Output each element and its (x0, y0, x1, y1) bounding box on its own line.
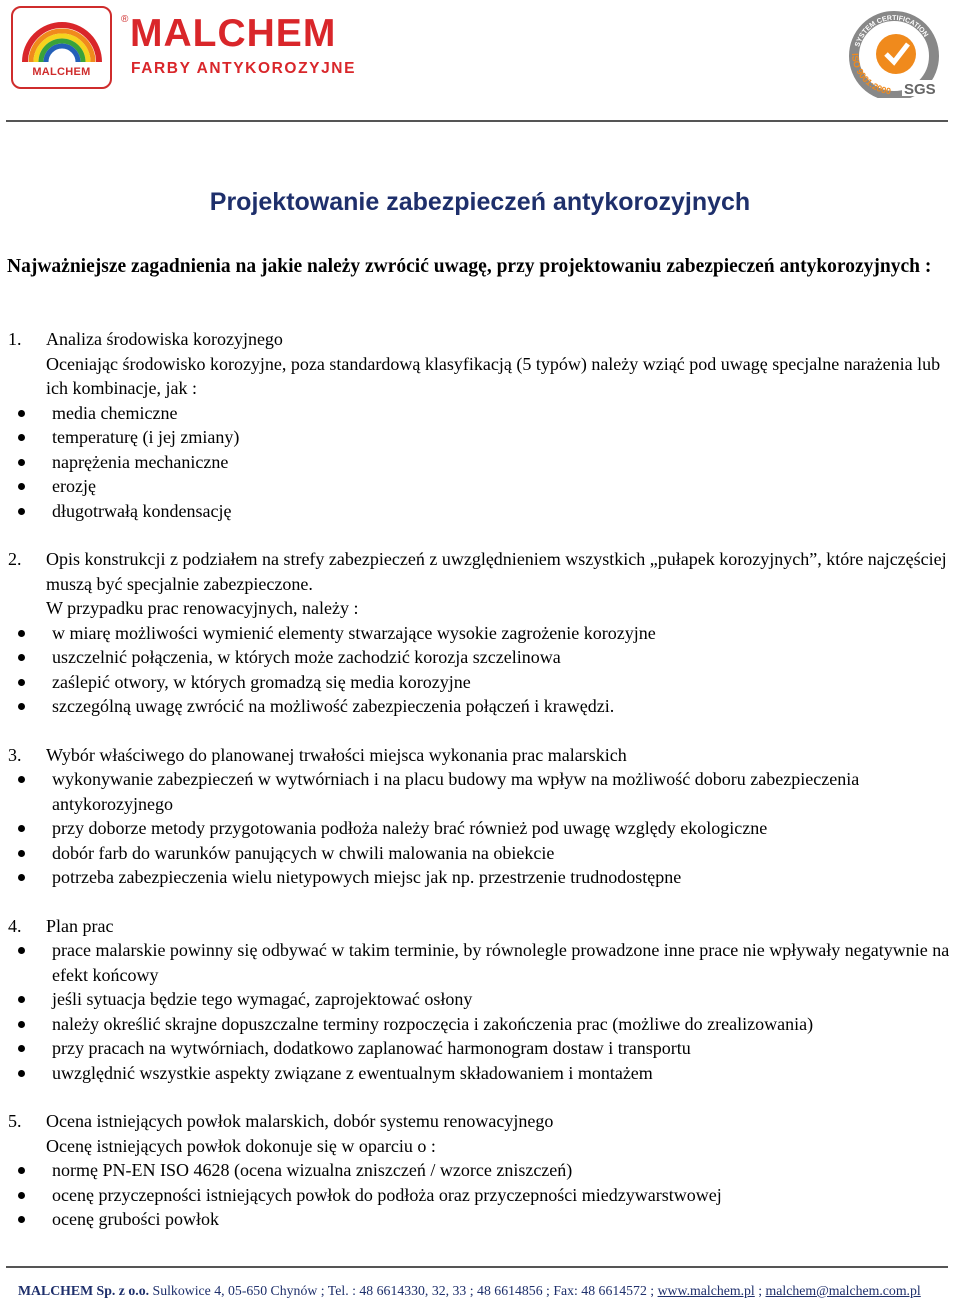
section-heading: Wybór właściwego do planowanej trwałości miejsca wykonania prac malarskich (46, 744, 627, 765)
bullet-icon (18, 776, 25, 783)
header-divider (6, 120, 948, 122)
list-item: ocenę przyczepności istniejących powłok do podłoża oraz przyczepności miedzywarstwowej (52, 1183, 960, 1208)
bullet-icon (18, 1070, 25, 1077)
bullet-icon (18, 654, 25, 661)
section-number: 2. (8, 549, 22, 569)
section-5 (0, 1109, 960, 1158)
list-item: normę PN-EN ISO 4628 (ocena wizualna zniszczeń / wzorce zniszczeń) (52, 1158, 960, 1183)
bullet-icon (18, 434, 25, 441)
brand-name: MALCHEM (130, 12, 337, 55)
list-item: erozję (52, 474, 960, 499)
footer (18, 1283, 921, 1299)
section-number: 5. (8, 1111, 22, 1131)
list-item: dobór farb do warunków panujących w chwili malowania na obiekcie (52, 841, 960, 866)
list-item: jeśli sytuacja będzie tego wymagać, zaprojektować osłony (52, 987, 960, 1012)
footer-separator: ; (754, 1283, 766, 1298)
section-1 (0, 327, 960, 401)
bullet-icon (18, 996, 25, 1003)
iso-certification-logo (844, 8, 944, 98)
rainbow-icon (21, 14, 103, 64)
page-title: Projektowanie zabezpieczeń antykorozyjnych (209, 188, 751, 216)
section-4 (0, 914, 960, 939)
list-item: ocenę grubości powłok (52, 1207, 960, 1232)
list-item: media chemiczne (52, 401, 960, 426)
section-number: 3. (8, 744, 22, 765)
list-item: należy określić skrajne dopuszczalne terminy rozpoczęcia i zakończenia prac (możliwe do zrealizowania) (52, 1012, 960, 1037)
cert-iso-text: ISO 9001:2000 (849, 52, 892, 97)
list-item: przy doborze metody przygotowania podłoża należy brać również pod uwagę względy ekologiczne (52, 816, 960, 841)
list-item: długotrwałą kondensację (52, 499, 960, 524)
section-number: 4. (8, 915, 22, 936)
bullet-icon (18, 410, 25, 417)
website-link[interactable]: www.malchem.pl (657, 1283, 755, 1298)
section-heading: Opis konstrukcji z podziałem na strefy zabezpieczeń z uwzględnieniem wszystkich „pułapek korozyjnych”, które najczęściej muszą być specjalnie zabezpieczone. (46, 549, 947, 594)
bullet-icon (18, 679, 25, 686)
email-link[interactable]: malchem@malchem.com.pl (765, 1283, 921, 1298)
bullet-list (0, 938, 960, 1085)
bullet-icon (18, 850, 25, 857)
section-heading: Plan prac (46, 915, 114, 936)
section-text: W przypadku prac renowacyjnych, należy : (46, 598, 359, 618)
section-text: Ocenę istniejących powłok dokonuje się w oparciu o : (46, 1135, 436, 1156)
list-item: uwzględnić wszystkie aspekty związane z ewentualnym składowaniem i montażem (52, 1061, 960, 1086)
bullet-icon (18, 825, 25, 832)
bullet-icon (18, 1216, 25, 1223)
section-text: Oceniając środowisko korozyjne, poza standardową klasyfikacją (5 typów) należy wziąć pod uwagę specjalne narażenia lub ich kombinacje, jak : (46, 353, 941, 398)
bullet-icon (18, 1167, 25, 1174)
list-item: przy pracach na wytwórniach, dodatkowo zaplanować harmonogram dostaw i transportu (52, 1036, 960, 1061)
bullet-icon (18, 703, 25, 710)
section-3 (0, 743, 960, 768)
section-2 (0, 547, 960, 621)
list-item: wykonywanie zabezpieczeń w wytwórniach i na placu budowy ma wpływ na możliwość doboru zabezpieczenia antykorozyjnego (52, 767, 960, 816)
list-item: zaślepić otwory, w których gromadzą się media korozyjne (52, 670, 960, 695)
cert-sgs-text: SGS (904, 81, 936, 98)
list-item: temperaturę (i jej zmiany) (52, 425, 960, 450)
logo-text: MALCHEM (32, 66, 91, 78)
section-heading: Ocena istniejących powłok malarskich, dobór systemu renowacyjnego (46, 1111, 554, 1131)
intro-heading: Najważniejsze zagadnienia na jakie należy zwrócić uwagę, przy projektowaniu zabezpieczeń antykorozyjnych : (7, 256, 932, 277)
brand-subtitle: FARBY ANTYKOROZYJNE (131, 60, 357, 77)
cert-top-text: SYSTEM CERTIFICATION (854, 14, 930, 48)
list-item: szczególną uwagę zwrócić na możliwość zabezpieczenia połączeń i krawędzi. (52, 694, 960, 719)
document-body (0, 327, 960, 1232)
bullet-list (0, 401, 960, 524)
list-item: prace malarskie powinny się odbywać w takim terminie, by równolegle prowadzone inne prace nie wpływały negatywnie na efekt końcowy (52, 938, 960, 987)
section-number: 1. (8, 329, 22, 349)
list-item: naprężenia mechaniczne (52, 450, 960, 475)
bullet-icon (18, 483, 25, 490)
bullet-icon (18, 947, 25, 954)
bullet-icon (18, 630, 25, 637)
footer-company: MALCHEM Sp. z o.o. (18, 1283, 150, 1298)
bullet-icon (18, 459, 25, 466)
list-item: w miarę możliwości wymienić elementy stwarzające wysokie zagrożenie korozyjne (52, 621, 960, 646)
bullet-icon (18, 1192, 25, 1199)
bullet-list (0, 621, 960, 719)
bullet-icon (18, 1045, 25, 1052)
bullet-icon (18, 508, 25, 515)
registered-mark: ® (121, 14, 129, 25)
section-heading: Analiza środowiska korozyjnego (46, 329, 283, 349)
bullet-list (0, 767, 960, 890)
bullet-icon (18, 1021, 25, 1028)
list-item: uszczelnić połączenia, w których może zachodzić korozja szczelinowa (52, 645, 960, 670)
malchem-logo (11, 6, 112, 89)
list-item: potrzeba zabezpieczenia wielu nietypowych miejsc jak np. przestrzenie trudnodostępne (52, 865, 960, 890)
bullet-icon (18, 874, 25, 881)
footer-divider (6, 1266, 948, 1268)
footer-address: Sulkowice 4, 05-650 Chynów ; Tel. : 48 6614330, 32, 33 ; 48 6614856 ; Fax: 48 6614572 ; (149, 1283, 658, 1298)
bullet-list (0, 1158, 960, 1232)
